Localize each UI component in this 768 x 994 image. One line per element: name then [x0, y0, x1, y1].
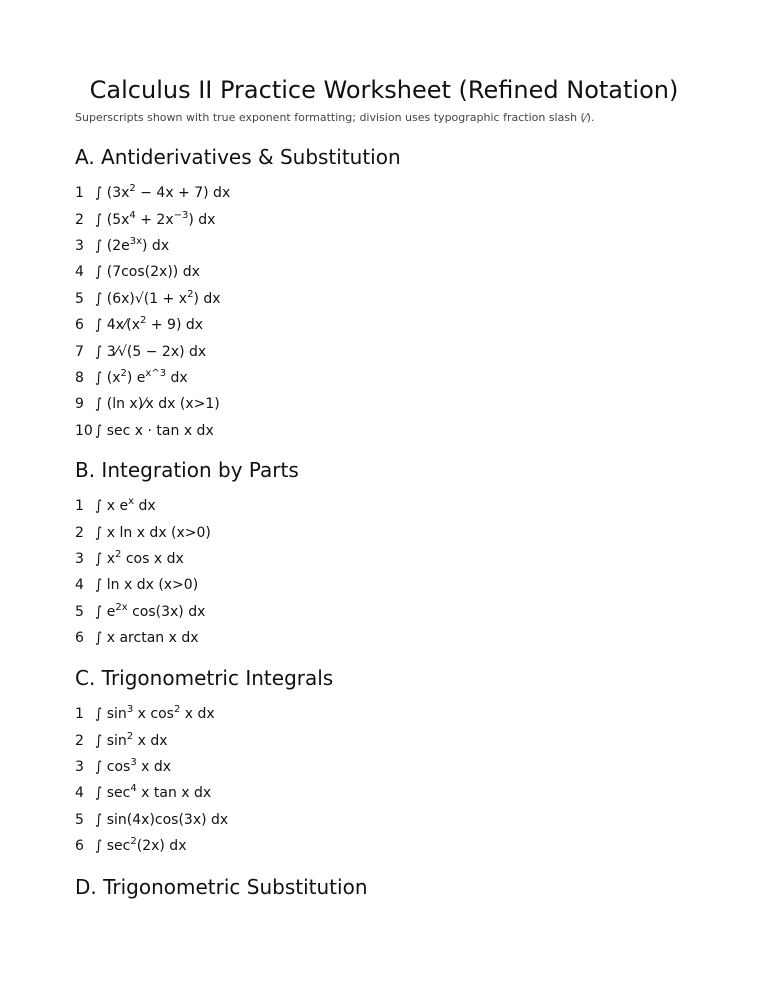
section-heading: C. Trigonometric Integrals	[75, 666, 334, 690]
expression-text: ∫ sec	[95, 785, 131, 802]
problem-expression	[95, 705, 215, 723]
problem-item	[75, 701, 715, 727]
exponent: 3x	[129, 235, 143, 247]
problem-expression	[95, 497, 156, 515]
expression-text: cos x dx	[121, 550, 184, 567]
problem-item	[75, 625, 715, 651]
problem-number: 4	[75, 785, 84, 802]
section-trigonometric-integrals	[75, 665, 715, 859]
section-trigonometric-substitution	[75, 874, 715, 910]
problem-number: 3	[75, 758, 84, 775]
problem-number: 8	[75, 369, 84, 386]
problem-list	[75, 493, 715, 651]
exponent: 2	[140, 315, 147, 327]
problem-number: 3	[75, 550, 84, 567]
problem-item	[75, 259, 715, 285]
problem-number: 1	[75, 498, 84, 515]
problem-expression	[95, 184, 230, 202]
expression-text: ∫ x	[95, 550, 116, 567]
exponent: x	[128, 496, 135, 508]
problem-number: 2	[75, 524, 84, 541]
problem-expression	[95, 550, 184, 568]
section-integration-by-parts	[75, 457, 715, 651]
problem-item	[75, 727, 715, 753]
problem-expression	[95, 758, 171, 776]
expression-text: ) e	[126, 369, 146, 386]
problem-number: 4	[75, 577, 84, 594]
problem-number: 5	[75, 290, 84, 307]
problem-item	[75, 807, 715, 833]
expression-text: ∫ sin	[95, 732, 127, 749]
expression-text: ∫ x arctan x dx	[95, 630, 199, 647]
expression-text: dx	[166, 369, 188, 386]
exponent: −3	[173, 209, 189, 221]
expression-text: ∫ sin	[95, 706, 127, 723]
expression-text: (2x) dx	[136, 838, 187, 855]
problem-number: 2	[75, 211, 84, 228]
expression-text: x dx	[136, 758, 172, 775]
expression-text: ∫ (6x)√(1 + x	[95, 290, 188, 307]
problem-item	[75, 780, 715, 806]
problem-number: 7	[75, 343, 84, 360]
expression-text: x dx	[180, 706, 215, 723]
expression-text: ∫ x ln x dx (x>0)	[95, 524, 211, 541]
problem-expression	[95, 237, 169, 255]
expression-text: ) dx	[188, 211, 216, 228]
problem-item	[75, 519, 715, 545]
problem-item	[75, 572, 715, 598]
problem-expression	[95, 290, 221, 308]
problem-expression	[95, 263, 200, 281]
exponent: x^3	[145, 367, 167, 379]
expression-text: ∫ (2e	[95, 237, 130, 254]
problem-item	[75, 233, 715, 259]
section-heading: A. Antiderivatives & Substitution	[75, 145, 401, 169]
problem-item	[75, 546, 715, 572]
problem-expression	[95, 422, 214, 440]
expression-text: − 4x + 7) dx	[135, 185, 231, 202]
expression-text: ∫ e	[95, 603, 116, 620]
problem-list	[75, 180, 715, 444]
exponent: 2	[173, 704, 181, 716]
exponent: 4	[129, 209, 136, 221]
problem-item	[75, 833, 715, 859]
problem-item	[75, 286, 715, 312]
problem-expression	[95, 343, 206, 361]
expression-text: ∫ ln x dx (x>0)	[95, 577, 199, 594]
problem-expression	[95, 629, 199, 647]
problem-item	[75, 206, 715, 232]
expression-text: ∫ sec x · tan x dx	[95, 422, 214, 439]
section-heading: B. Integration by Parts	[75, 458, 299, 482]
exponent: 2	[115, 548, 122, 560]
problem-expression	[95, 395, 220, 413]
expression-text: x tan x dx	[136, 785, 212, 802]
exponent: 2	[187, 288, 194, 300]
exponent: 2	[126, 730, 134, 742]
expression-text: ∫ 3⁄√(5 − 2x) dx	[95, 343, 207, 360]
exponent: 4	[130, 783, 137, 795]
expression-text: ) dx	[142, 237, 170, 254]
expression-text: ∫ cos	[95, 758, 131, 775]
exponent: 2	[130, 836, 137, 848]
expression-text: x dx	[133, 732, 168, 749]
problem-item	[75, 180, 715, 206]
problem-number: 10	[75, 422, 93, 439]
exponent: 2	[120, 367, 127, 379]
section-antiderivatives	[75, 144, 715, 444]
problem-number: 9	[75, 396, 84, 413]
problem-item	[75, 599, 715, 625]
exponent: 2x	[115, 601, 128, 613]
problem-item	[75, 391, 715, 417]
problem-number: 6	[75, 630, 84, 647]
problem-number: 1	[75, 185, 84, 202]
expression-text: dx	[134, 498, 156, 515]
page-title: Calculus II Practice Worksheet (Refined Notation)	[89, 76, 679, 104]
problem-expression	[95, 524, 211, 542]
problem-expression	[95, 316, 203, 334]
exponent: 2	[129, 183, 136, 195]
problem-expression	[95, 576, 198, 594]
problem-expression	[95, 211, 215, 229]
problem-item	[75, 418, 715, 444]
section-heading: D. Trigonometric Substitution	[75, 875, 368, 899]
problem-item	[75, 312, 715, 338]
problem-number: 6	[75, 838, 84, 855]
expression-text: ∫ sin(4x)cos(3x) dx	[95, 811, 229, 828]
expression-text: + 9) dx	[146, 317, 204, 334]
problem-number: 2	[75, 732, 84, 749]
problem-expression	[95, 837, 186, 855]
expression-text: cos(3x) dx	[127, 603, 206, 620]
problem-number: 3	[75, 237, 84, 254]
problem-number: 4	[75, 264, 84, 281]
expression-text: ∫ (x	[95, 369, 121, 386]
expression-text: ∫ (ln x)⁄x dx (x>1)	[95, 396, 220, 413]
problem-expression	[95, 603, 205, 621]
problem-item	[75, 338, 715, 364]
expression-text: ∫ x e	[95, 498, 129, 515]
expression-text: ∫ (3x	[95, 185, 130, 202]
problem-item	[75, 493, 715, 519]
problem-expression	[95, 784, 211, 802]
problem-number: 6	[75, 317, 84, 334]
exponent: 3	[126, 704, 134, 716]
expression-text: ∫ sec	[95, 838, 131, 855]
expression-text: ) dx	[193, 290, 221, 307]
expression-text: ∫ 4x⁄(x	[95, 317, 141, 334]
expression-text: x cos	[133, 706, 174, 723]
problem-item	[75, 754, 715, 780]
problem-number: 1	[75, 706, 84, 723]
problem-list	[75, 701, 715, 859]
problem-expression	[95, 732, 168, 750]
expression-text: + 2x	[135, 211, 174, 228]
problem-expression	[95, 811, 228, 829]
problem-item	[75, 365, 715, 391]
expression-text: ∫ (5x	[95, 211, 130, 228]
problem-number: 5	[75, 603, 84, 620]
problem-number: 5	[75, 811, 84, 828]
problem-expression	[95, 369, 188, 387]
expression-text: ∫ (7cos(2x)) dx	[95, 264, 200, 281]
page-subtitle: Superscripts shown with true exponent formatting; division uses typographic fraction slash (⁄).	[75, 111, 595, 124]
exponent: 3	[130, 756, 137, 768]
